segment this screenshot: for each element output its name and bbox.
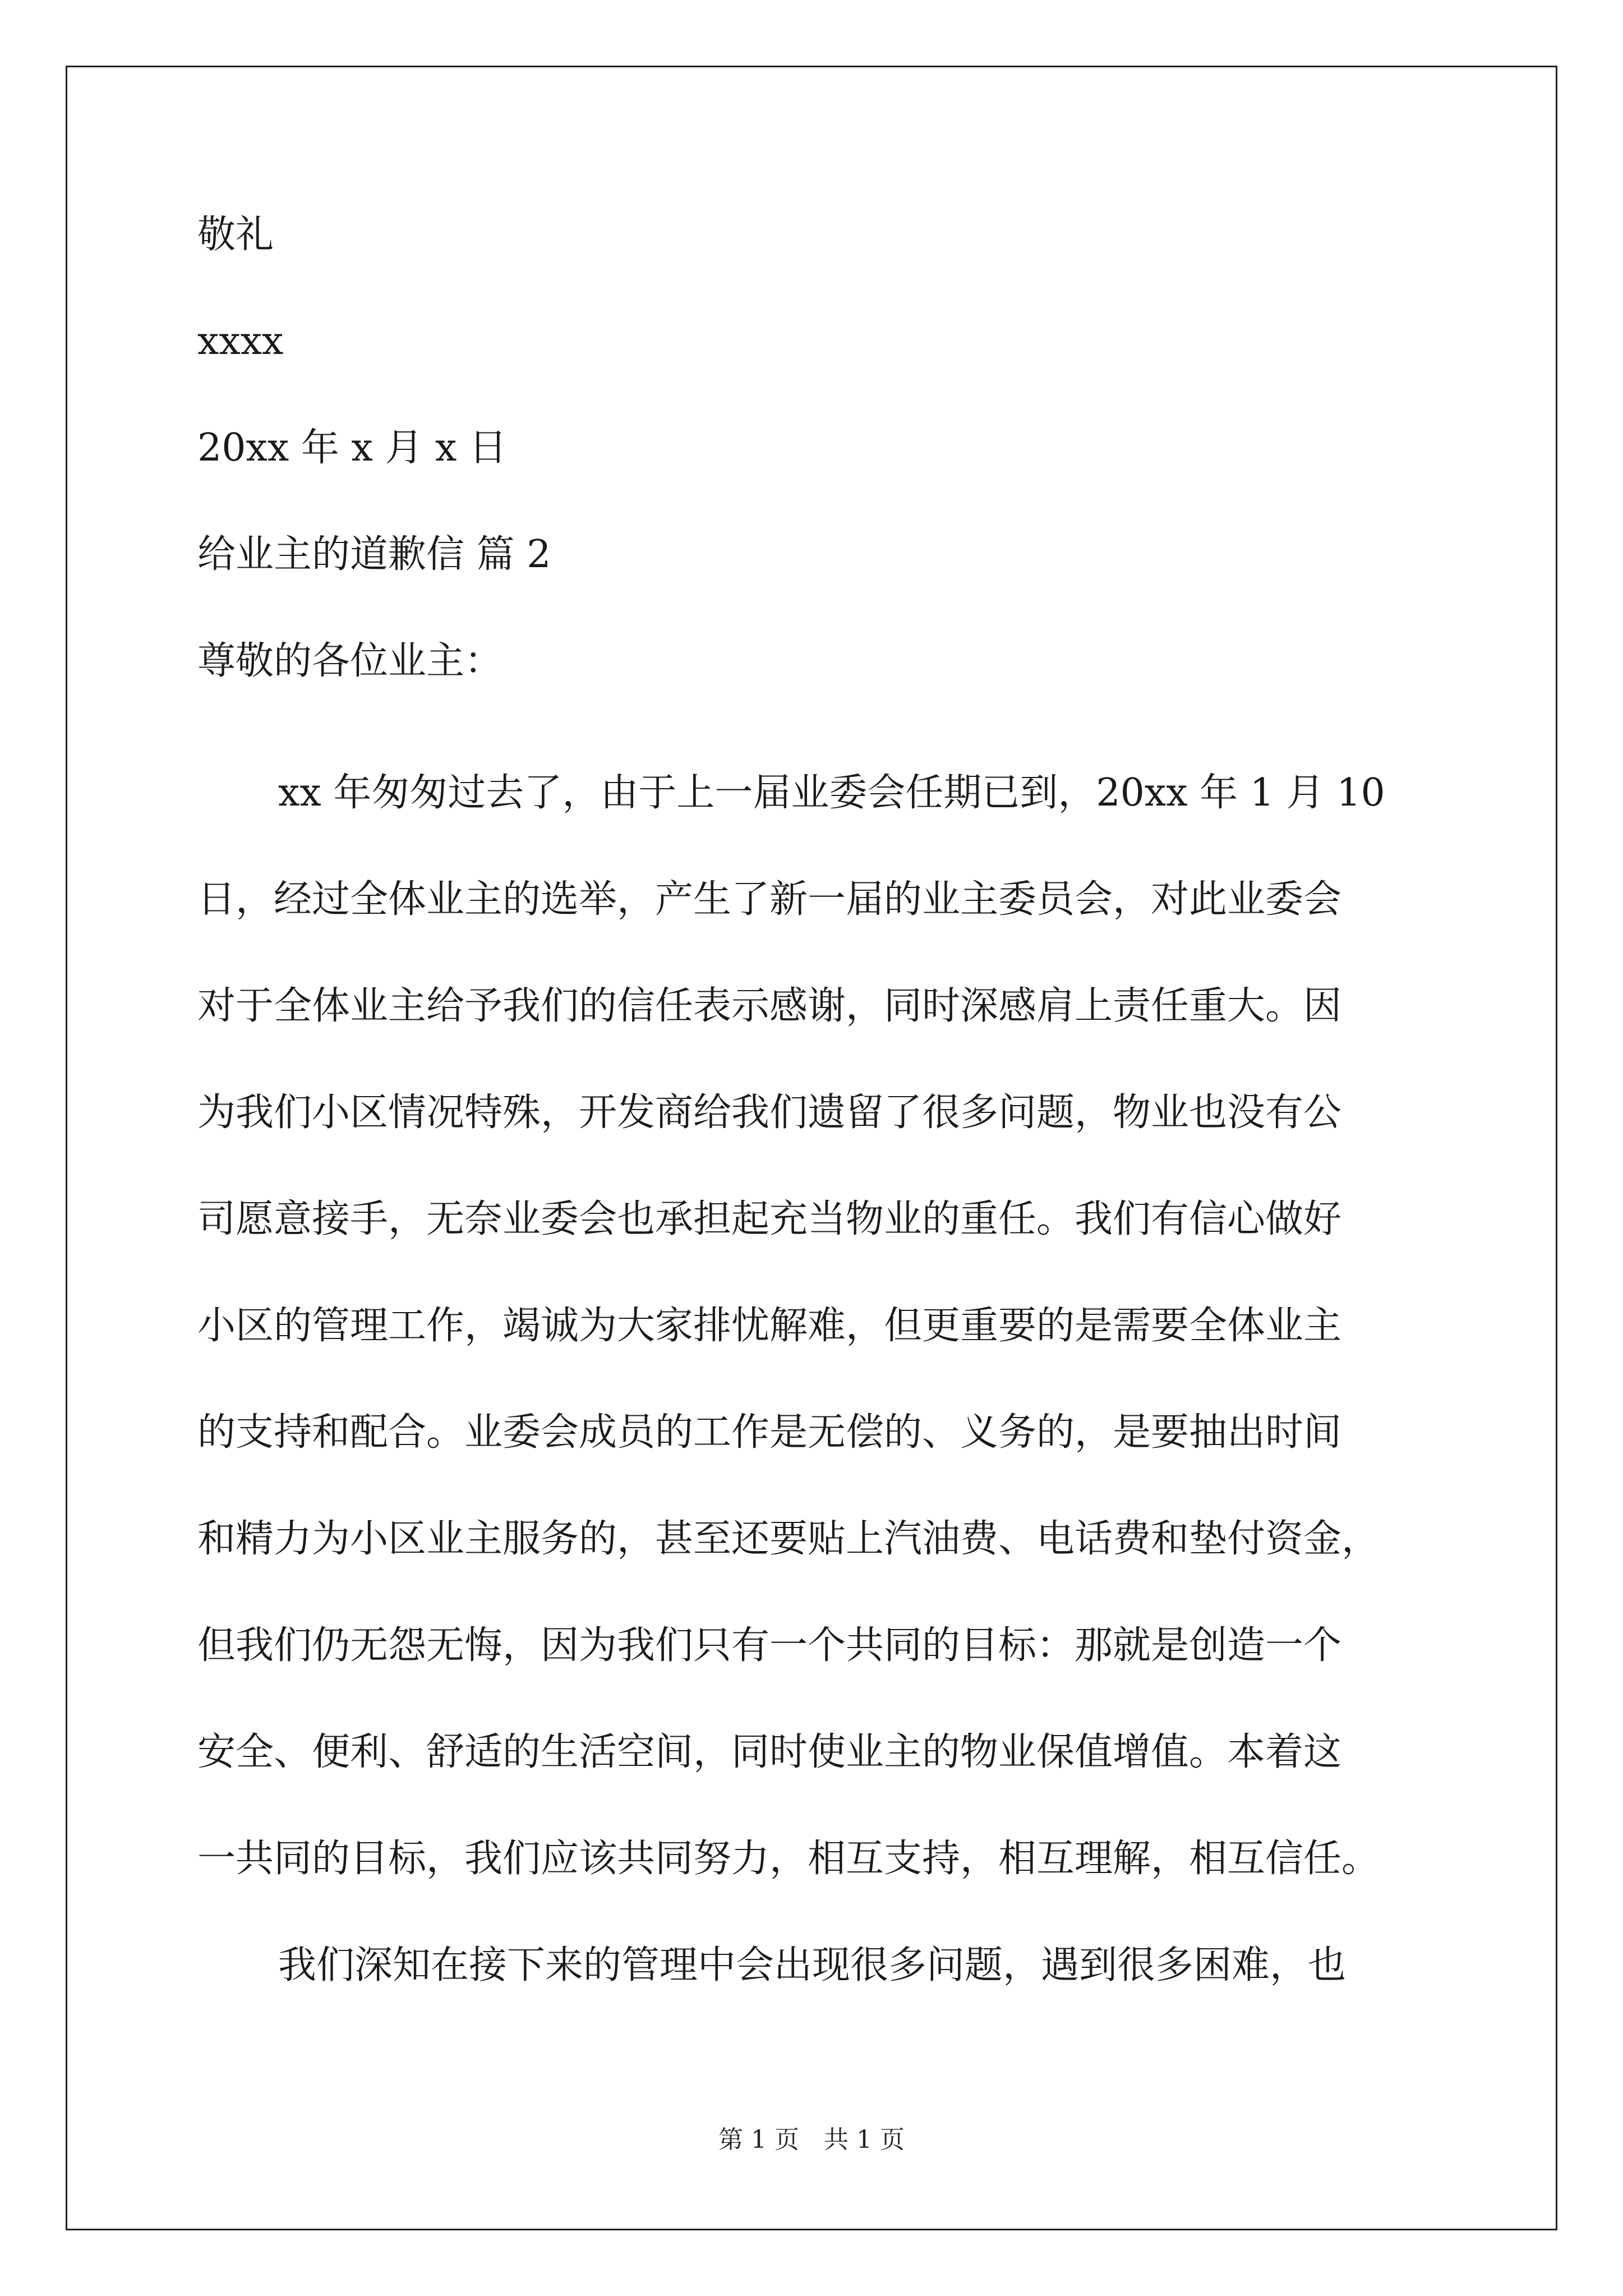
body-line: 日，经过全体业主的选举，产生了新一届的业主委员会，对此业委会: [197, 877, 1342, 922]
letter-closing-block: [197, 213, 1454, 749]
body-line: 的支持和配合。业委会成员的工作是无偿的、义务的，是要抽出时间: [197, 1410, 1342, 1455]
body-line: 我们深知在接下来的管理中会出现很多问题，遇到很多困难，也: [278, 1943, 1347, 1987]
body-line: 一共同的目标，我们应该共同努力，相互支持，相互理解，相互信任。: [197, 1837, 1380, 1881]
salutation-text: 尊敬的各位业主：: [197, 639, 503, 683]
closing-text: 敬礼: [197, 213, 274, 257]
page-footer: 第 1 页 共 1 页: [718, 2125, 905, 2154]
body-line: 但我们仍无怨无悔，因为我们只有一个共同的目标：那就是创造一个: [197, 1623, 1342, 1668]
body-line: 小区的管理工作，竭诚为大家排忧解难，但更重要的是需要全体业主: [197, 1304, 1342, 1348]
body-line: 和精力为小区业主服务的，甚至还要贴上汽油费、电话费和垫付资金，: [197, 1517, 1380, 1561]
body-line: 对于全体业主给予我们的信任表示感谢，同时深感肩上责任重大。因: [197, 984, 1342, 1028]
section-title: 给业主的道歉信 篇 2: [197, 532, 551, 577]
body-line: 司愿意接手，无奈业委会也承担起充当物业的重任。我们有信心做好: [197, 1197, 1342, 1241]
date-text: 20xx 年 x 月 x 日: [197, 426, 508, 470]
signature-text: xxxx: [197, 319, 284, 364]
body-line: 为我们小区情况特殊，开发商给我们遗留了很多问题，物业也没有公: [197, 1091, 1342, 1135]
body-line: xx 年匆匆过去了，由于上一届业委会任期已到，20xx 年 1 月 10: [278, 771, 1385, 815]
letter-body: [197, 771, 1454, 2053]
body-line: 安全、便利、舒适的生活空间，同时使业主的物业保值增值。本着这: [197, 1730, 1342, 1774]
